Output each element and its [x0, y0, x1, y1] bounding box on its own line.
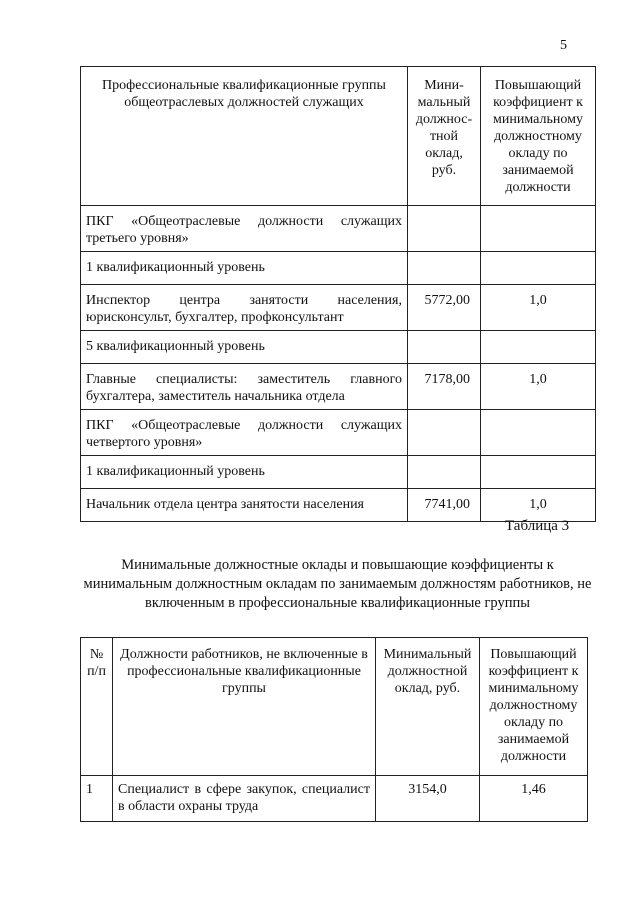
row-position: Специалист в сфере закупок, специалист в области охраны труда [113, 776, 376, 822]
row-position: 5 квалификационный уровень [81, 331, 408, 364]
row-salary: 7741,00 [408, 489, 481, 522]
row-position: ПКГ «Общеотраслевые должности служащих третьего уровня» [81, 206, 408, 252]
header-salary: Минимальный должностной оклад, руб. [376, 638, 480, 776]
row-coefficient [481, 252, 596, 285]
salary-table-pkg [80, 66, 596, 522]
header-coefficient: Повышающий коэффициент к минимальному должностному окладу по занимаемой должности [481, 67, 596, 206]
table-row [81, 410, 596, 456]
row-coefficient [481, 206, 596, 252]
row-salary: 5772,00 [408, 285, 481, 331]
table-row [81, 206, 596, 252]
header-positions: Должности работников, не включенные в профессиональные квалификационные группы [113, 638, 376, 776]
table-caption: Минимальные должностные оклады и повышающие коэффициенты к минимальным должностным окладам по занимаемым должностям работников, не включенным в профессиональные квалификационные группы [83, 557, 592, 611]
row-position: ПКГ «Общеотраслевые должности служащих четвертого уровня» [81, 410, 408, 456]
table-row [81, 776, 588, 822]
row-coefficient: 1,0 [481, 364, 596, 410]
table-label: Таблица 3 [505, 518, 570, 534]
table-header-row [81, 638, 588, 776]
table-row [81, 364, 596, 410]
row-coefficient: 1,0 [481, 489, 596, 522]
row-salary [408, 206, 481, 252]
row-coefficient: 1,0 [481, 285, 596, 331]
row-salary [408, 252, 481, 285]
header-positions: Профессиональные квалификационные группы общеотраслевых должностей служащих [81, 67, 408, 206]
row-position: Главные специалисты: заместитель главного бухгалтера, заместитель начальника отдела [81, 364, 408, 410]
table-row [81, 252, 596, 285]
header-coefficient: Повышающий коэффициент к минимальному должностному окладу по занимаемой должности [480, 638, 588, 776]
row-position: 1 квалификационный уровень [81, 252, 408, 285]
header-salary: Мини-мальный должнос-тной оклад, руб. [408, 67, 481, 206]
table-row [81, 456, 596, 489]
row-position: Начальник отдела центра занятости населения [81, 489, 408, 522]
table-header-row [81, 67, 596, 206]
header-number: № п/п [81, 638, 113, 776]
row-position: 1 квалификационный уровень [81, 456, 408, 489]
table-row [81, 285, 596, 331]
row-salary [408, 456, 481, 489]
table-row [81, 331, 596, 364]
row-coefficient: 1,46 [480, 776, 588, 822]
row-salary: 3154,0 [376, 776, 480, 822]
row-coefficient [481, 410, 596, 456]
table-row [81, 489, 596, 522]
row-salary [408, 410, 481, 456]
row-number: 1 [81, 776, 113, 822]
row-salary [408, 331, 481, 364]
salary-table-other [80, 637, 588, 822]
row-position: Инспектор центра занятости населения, юрисконсульт, бухгалтер, профконсультант [81, 285, 408, 331]
row-salary: 7178,00 [408, 364, 481, 410]
row-coefficient [481, 456, 596, 489]
page-number: 5 [560, 38, 567, 53]
row-coefficient [481, 331, 596, 364]
